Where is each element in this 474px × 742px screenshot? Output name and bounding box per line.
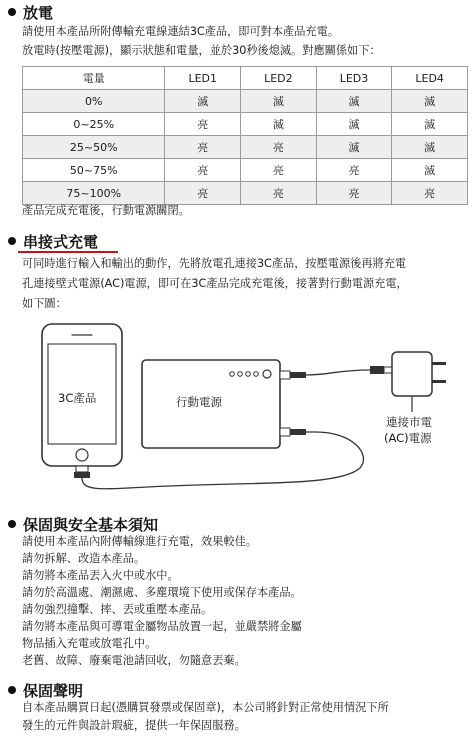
bullet-icon bbox=[8, 8, 16, 16]
safety-title: 保固與安全基本須知 bbox=[23, 516, 159, 534]
table-cell: 滅 bbox=[392, 113, 468, 136]
table-header-cell: LED1 bbox=[165, 67, 241, 90]
table-cell: 亮 bbox=[316, 182, 392, 205]
safety-heading bbox=[8, 514, 158, 535]
table-header-cell: LED3 bbox=[316, 67, 392, 90]
table-header-cell: 電量 bbox=[23, 67, 165, 90]
bullet-icon bbox=[8, 237, 16, 245]
pass-through-line-1: 可同時進行輸入和輸出的動作，先將放電孔連接3C產品，按壓電源後再將充電 bbox=[22, 257, 407, 270]
safety-line: 老舊、故障、廢棄電池請回收，勿隨意丟棄。 bbox=[22, 654, 246, 667]
table-cell: 滅 bbox=[392, 136, 468, 159]
pass-through-line-2: 孔連接壁式電源(AC)電源，即可在3C產品完成充電後，接著對行動電源充電， bbox=[22, 277, 408, 290]
bullet-icon bbox=[8, 520, 16, 528]
heading-underline bbox=[18, 251, 118, 253]
discharge-title: 放電 bbox=[23, 4, 54, 22]
table-cell: 滅 bbox=[392, 159, 468, 182]
safety-line: 請勿強烈撞擊、摔、丟或重壓本產品。 bbox=[22, 603, 213, 616]
discharge-heading bbox=[8, 2, 53, 23]
table-cell: 亮 bbox=[241, 182, 317, 205]
table-cell: 滅 bbox=[241, 90, 317, 113]
table-cell: 滅 bbox=[316, 136, 392, 159]
diagram-drawing bbox=[0, 318, 474, 496]
table-header-cell: LED4 bbox=[392, 67, 468, 90]
table-cell: 滅 bbox=[165, 90, 241, 113]
usb-cable-wall bbox=[306, 370, 370, 375]
warranty-line-2: 發生的元件與設計瑕疵，提供一年保固服務。 bbox=[22, 719, 246, 732]
table-cell: 滅 bbox=[392, 90, 468, 113]
wall-label-line-2: (AC)電源 bbox=[384, 431, 432, 445]
table-row bbox=[23, 136, 468, 159]
table-cell: 亮 bbox=[165, 113, 241, 136]
safety-line: 請勿拆解、改造本產品。 bbox=[22, 552, 146, 565]
table-header-cell: LED2 bbox=[241, 67, 317, 90]
table-cell: 亮 bbox=[241, 159, 317, 182]
table-cell: 亮 bbox=[165, 136, 241, 159]
table-cell: 50~75% bbox=[23, 159, 165, 182]
table-row bbox=[23, 90, 468, 113]
table-cell: 滅 bbox=[241, 113, 317, 136]
warranty-line-1: 自本產品購買日起(憑購買發票或保固章)，本公司將針對正常使用情況下所 bbox=[22, 701, 389, 714]
discharge-note: 產品完成充電後，行動電源關閉。 bbox=[22, 204, 190, 217]
table-cell: 亮 bbox=[316, 159, 392, 182]
pass-through-heading bbox=[8, 231, 98, 252]
table-cell: 滅 bbox=[316, 90, 392, 113]
safety-line: 請勿將本產品丟入火中或水中。 bbox=[22, 569, 179, 582]
powerbank-label: 行動電源 bbox=[176, 395, 222, 409]
safety-line: 請勿將本產品與可導電金屬物品放置一起，並嚴禁將金屬 bbox=[22, 620, 302, 633]
table-cell: 25~50% bbox=[23, 136, 165, 159]
pass-through-line-3: 如下圖： bbox=[22, 297, 67, 310]
table-cell: 0~25% bbox=[23, 113, 165, 136]
safety-line: 物品插入充電或放電孔中。 bbox=[22, 637, 157, 650]
table-row bbox=[23, 182, 468, 205]
charging-diagram bbox=[0, 318, 474, 496]
table-cell: 亮 bbox=[165, 159, 241, 182]
led-status-table bbox=[22, 66, 468, 205]
warranty-title: 保固聲明 bbox=[23, 682, 84, 700]
table-cell: 滅 bbox=[316, 113, 392, 136]
powerbank-icon bbox=[142, 360, 306, 448]
wall-label-line-1: 連接市電 bbox=[386, 415, 432, 429]
table-cell: 75~100% bbox=[23, 182, 165, 205]
discharge-line-1: 請使用本產品所附傳輸充電線連結3C產品，即可對本產品充電。 bbox=[22, 25, 339, 38]
table-cell: 亮 bbox=[241, 136, 317, 159]
safety-line: 請使用本產品內附傳輸線進行充電，效果較佳。 bbox=[22, 535, 257, 548]
table-cell: 亮 bbox=[165, 182, 241, 205]
table-row bbox=[23, 113, 468, 136]
table-header-row bbox=[23, 67, 468, 90]
phone-label: 3C產品 bbox=[58, 391, 97, 405]
pass-through-title: 串接式充電 bbox=[23, 233, 99, 251]
table-row bbox=[23, 159, 468, 182]
safety-line: 請勿於高溫處、潮濕處、多塵環境下使用或保存本產品。 bbox=[22, 586, 302, 599]
table-cell: 0% bbox=[23, 90, 165, 113]
table-cell: 亮 bbox=[392, 182, 468, 205]
wall-adapter-icon bbox=[392, 352, 446, 396]
warranty-heading bbox=[8, 680, 83, 701]
bullet-icon bbox=[8, 686, 16, 694]
discharge-line-2: 放電時(按壓電源)，顯示狀態和電量，並於30秒後熄滅。對應關係如下： bbox=[22, 44, 381, 57]
